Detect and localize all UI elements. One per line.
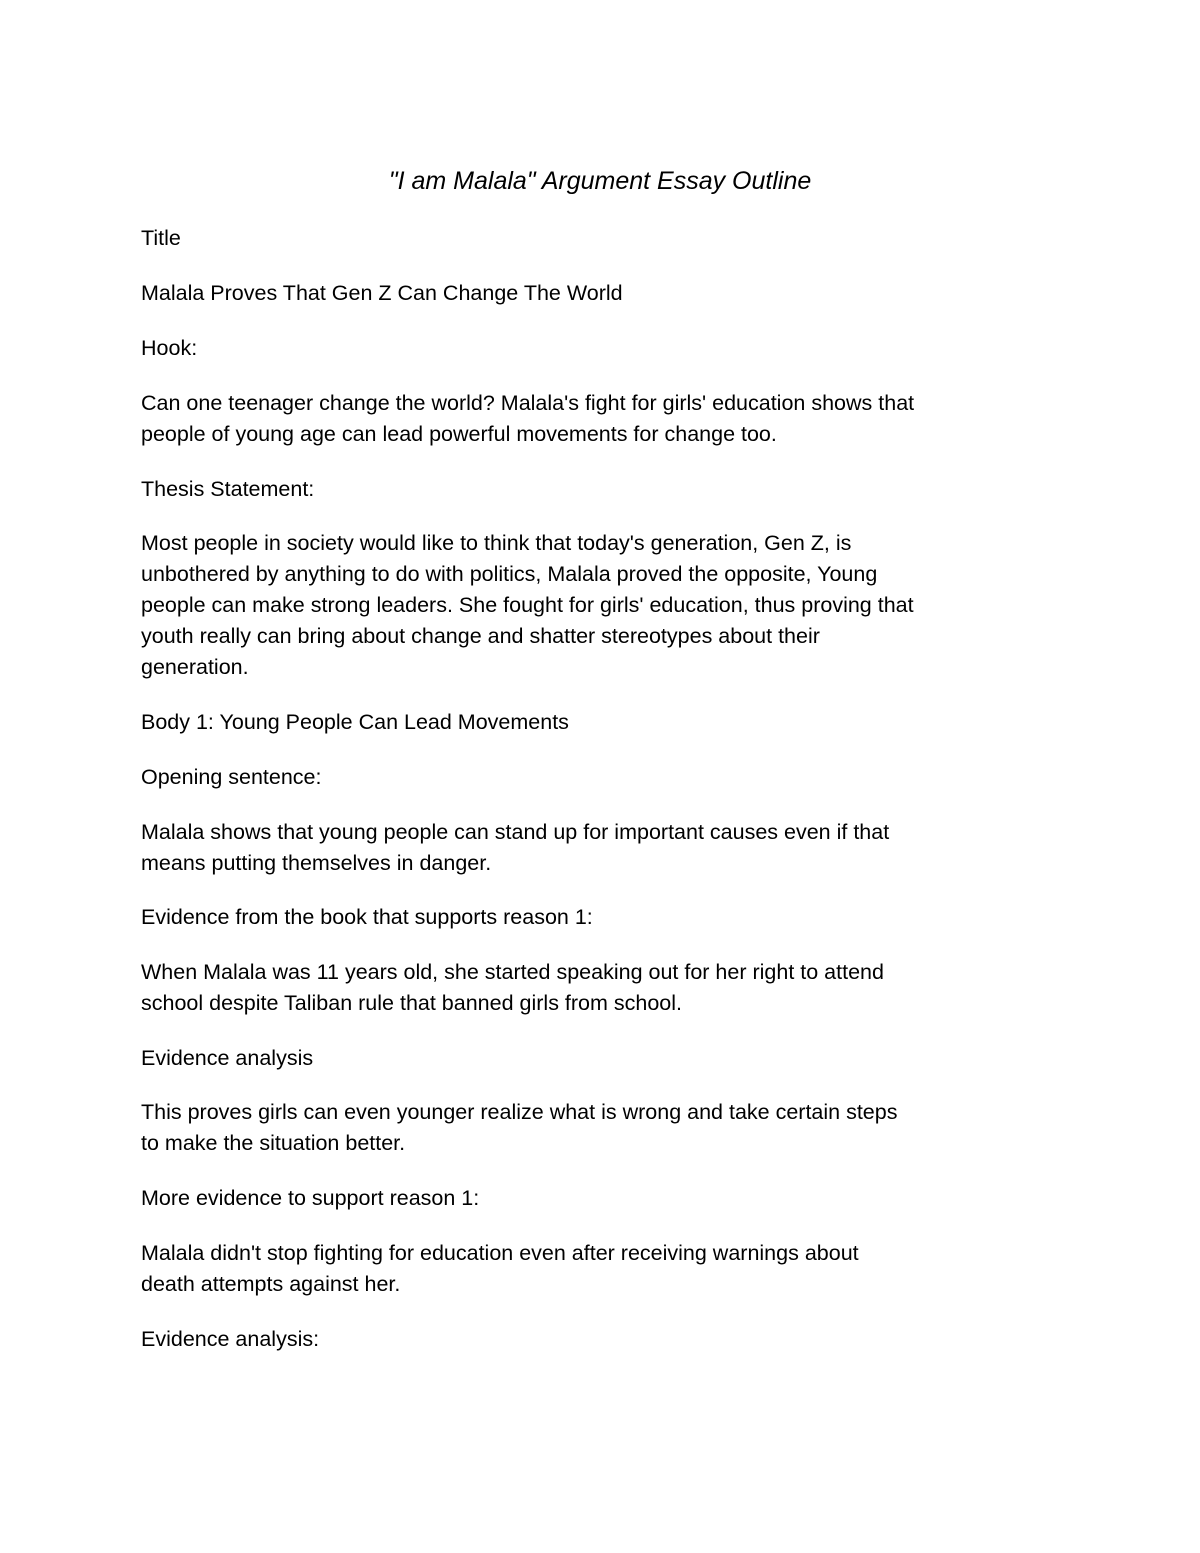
thesis-text bbox=[141, 528, 1071, 683]
body1-heading: Body 1: Young People Can Lead Movements bbox=[141, 710, 569, 734]
analysis2-label: Evidence analysis: bbox=[141, 1327, 320, 1351]
opening-text bbox=[141, 817, 1071, 879]
hook-text bbox=[141, 388, 1071, 450]
analysis1-label: Evidence analysis bbox=[141, 1046, 314, 1070]
evidence1-text-line: When Malala was 11 years old, she started speaking out for her right to attend bbox=[141, 960, 884, 984]
evidence2-text-line: Malala didn't stop fighting for education even after receiving warnings about bbox=[141, 1241, 859, 1265]
hook-text-line: people of young age can lead powerful movements for change too. bbox=[141, 422, 777, 446]
thesis-text-line: Most people in society would like to think that today's generation, Gen Z, is bbox=[141, 531, 852, 555]
thesis-label: Thesis Statement: bbox=[141, 477, 315, 501]
evidence2-text-line: death attempts against her. bbox=[141, 1272, 401, 1296]
title-label: Title bbox=[141, 226, 181, 250]
hook-text-line: Can one teenager change the world? Malala's fight for girls' education shows that bbox=[141, 391, 915, 415]
hook-label: Hook: bbox=[141, 336, 198, 360]
evidence2-text bbox=[141, 1238, 1071, 1300]
thesis-text-line: people can make strong leaders. She fought for girls' education, thus proving that bbox=[141, 593, 914, 617]
evidence1-text bbox=[141, 957, 1071, 1019]
document-title: "I am Malala" Argument Essay Outline bbox=[388, 167, 812, 195]
analysis1-text bbox=[141, 1097, 1071, 1159]
evidence2-label: More evidence to support reason 1: bbox=[141, 1186, 480, 1210]
essay-title: Malala Proves That Gen Z Can Change The World bbox=[141, 281, 623, 305]
opening-label: Opening sentence: bbox=[141, 765, 322, 789]
opening-text-line: means putting themselves in danger. bbox=[141, 851, 492, 875]
thesis-text-line: youth really can bring about change and shatter stereotypes about their bbox=[141, 624, 820, 648]
evidence1-text-line: school despite Taliban rule that banned girls from school. bbox=[141, 991, 683, 1015]
thesis-text-line: unbothered by anything to do with politics, Malala proved the opposite, Young bbox=[141, 562, 878, 586]
evidence1-label: Evidence from the book that supports reason 1: bbox=[141, 905, 593, 929]
thesis-text-line: generation. bbox=[141, 655, 249, 679]
analysis1-text-line: This proves girls can even younger realize what is wrong and take certain steps bbox=[141, 1100, 898, 1124]
opening-text-line: Malala shows that young people can stand up for important causes even if that bbox=[141, 820, 890, 844]
analysis1-text-line: to make the situation better. bbox=[141, 1131, 406, 1155]
